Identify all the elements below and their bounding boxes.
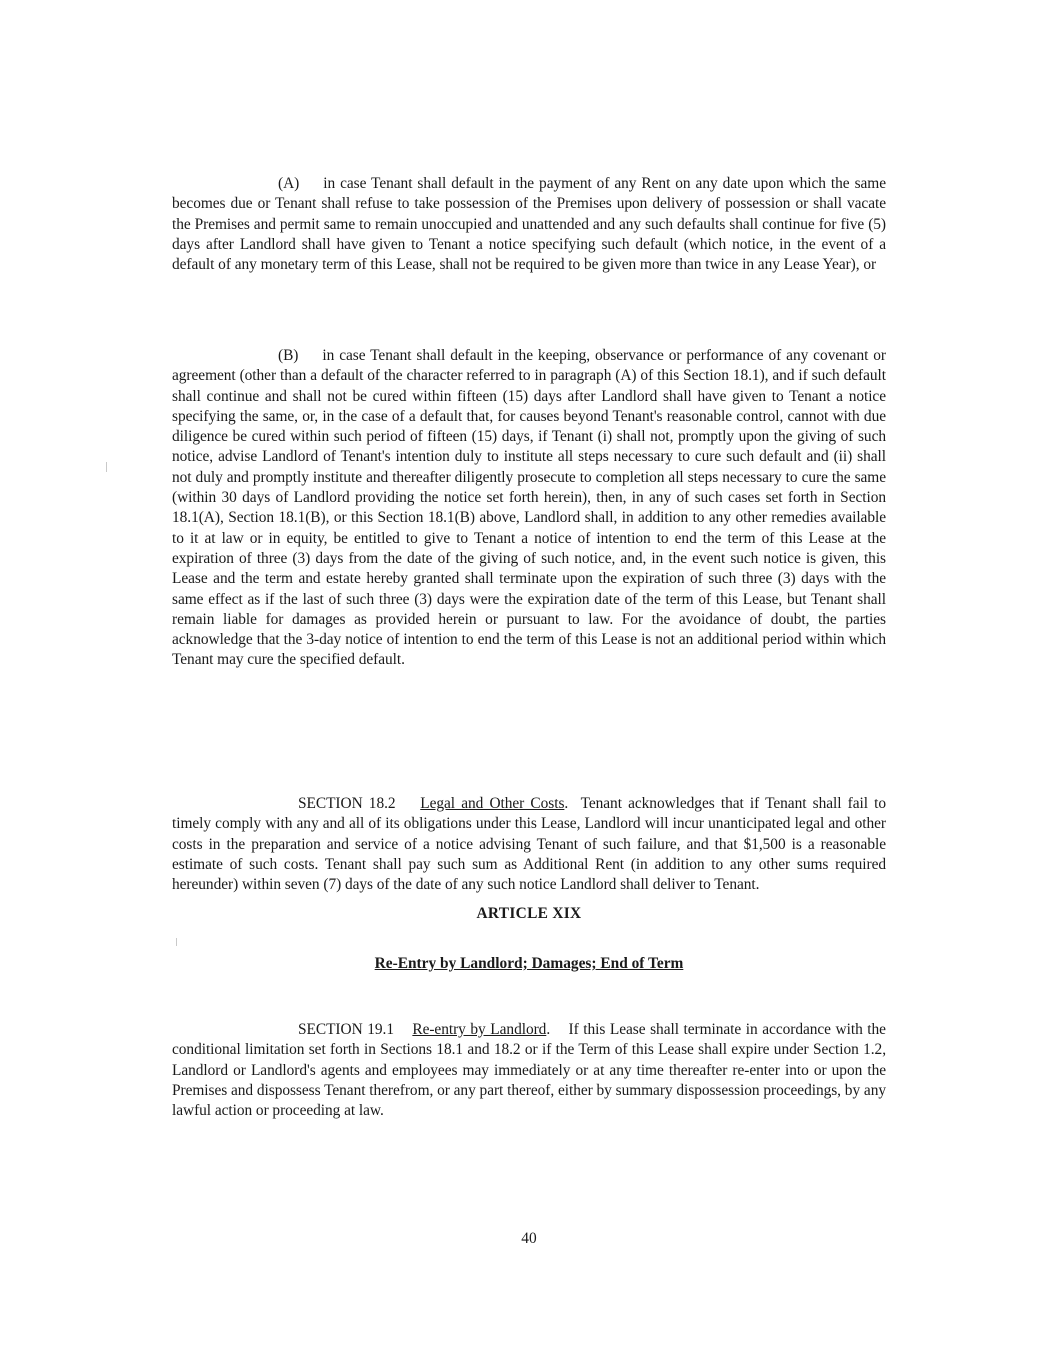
section-18-2: SECTION 18.2 Legal and Other Costs. Tenant acknowledges that if Tenant shall fail to timely comply with any and all of its obligations under this Lease, Landlord will incur unanticipated legal and other costs in the preparation and service of a notice advising Tenant of such failure, and that $1,500 is a reasonable estimate of such costs. Tenant shall pay such sum as Additional Rent (in addition to any other sums required hereunder) within seven (7) days of the date of any such notice Landlord shall deliver to Tenant.: [172, 795, 886, 894]
paragraph-a-text: in case Tenant shall default in the payment of any Rent on any date upon which the same becomes due or Tenant shall refuse to take possession of the Premises upon delivery of possession or shall vacate the Premises and permit same to remain unoccupied and unattended and any such defaults shall continue for five (5) days after Landlord shall have given to Tenant a notice specifying such default (which notice, in the event of a default of any monetary term of this Lease, shall not be required to be given more than twice in any Lease Year), or: [172, 175, 886, 274]
paragraph-a-label: (A): [278, 175, 300, 192]
section-18-2-number: SECTION 18.2: [298, 795, 396, 812]
section-19-1: SECTION 19.1 Re-entry by Landlord. If this Lease shall terminate in accordance with the conditional limitation set forth in Sections 18.1 and 18.2 or if the Term of this Lease shall expire under Section 1.2, Landlord or Landlord's agents and employees may immediately or at any time thereafter re-enter into or upon the Premises and dispossess Tenant therefrom, or any part thereof, either by summary dispossession proceedings, by any lawful action or proceeding at law.: [172, 1021, 886, 1120]
section-19-1-title: Re-entry by Landlord: [412, 1021, 547, 1038]
margin-mark: [176, 938, 177, 946]
article-title: ARTICLE XIX: [476, 905, 582, 922]
page-number: 40: [521, 1230, 537, 1247]
article-heading: Re-Entry by Landlord; Damages; End of Term: [374, 955, 684, 972]
paragraph-b-label: (B): [278, 347, 299, 364]
margin-mark: [106, 462, 107, 472]
section-19-1-number: SECTION 19.1: [298, 1021, 394, 1038]
paragraph-b-text: in case Tenant shall default in the keeping, observance or performance of any covenant or agreement (other than a default of the character referred to in paragraph (A) of this Section 18.1), and if such default shall continue and shall not be cured within fifteen (15) days after Landlord shall have given to Tenant a notice specifying the same, or, in the case of a default that, for causes beyond Tenant's reasonable control, cannot with due diligence be cured within such period of fifteen (15) days, if Tenant (i) shall not, promptly upon the giving of such notice, advise Landlord of Tenant's intention duly to institute all steps necessary to cure such default and (ii) shall not duly and promptly institute and thereafter diligently prosecute to completion all steps necessary to cure the same (within 30 days of Landlord providing the notice set forth herein), then, in any of such cases set forth in Section 18.1(A), Section 18.1(B), or this Section 18.1(B) above, Landlord shall, in addition to any other remedies available to it at law or in equity, be entitled to give to Tenant a notice of intention to end the term of this Lease at the expiration of three (3) days from the date of the giving of such notice, and, in the event such notice is given, this Lease and the term and estate hereby granted shall terminate upon the expiration of such three (3) days with the same effect as if the last of such three (3) days were the expiration date of the term of this Lease, but Tenant shall remain liable for damages as provided herein or pursuant to law. For the avoidance of doubt, the parties acknowledge that the 3-day notice of intention to end the term of this Lease is not an additional period within which Tenant may cure the specified default.: [172, 347, 886, 669]
section-18-2-text: Tenant acknowledges that if Tenant shall fail to timely comply with any and all of its obligations under this Lease, Landlord will incur unanticipated legal and other costs in the preparation and service of a notice advising Tenant of such failure, and that $1,500 is a reasonable estimate of such costs. Tenant shall pay such sum as Additional Rent (in addition to any other sums required hereunder) within seven (7) days of the date of any such notice Landlord shall deliver to Tenant.: [172, 795, 886, 894]
paragraph-a: [172, 174, 886, 275]
paragraph-b: [172, 346, 886, 671]
section-18-2-title: Legal and Other Costs: [420, 795, 565, 812]
section-19-1-text: If this Lease shall terminate in accordance with the conditional limitation set forth in Sections 18.1 and 18.2 or if the Term of this Lease shall expire under Section 1.2, Landlord or Landlord's agents and employees may immediately or at any time thereafter re-enter into or upon the Premises and dispossess Tenant therefrom, or any part thereof, either by summary dispossession proceedings, by any lawful action or proceeding at law.: [172, 1021, 886, 1120]
